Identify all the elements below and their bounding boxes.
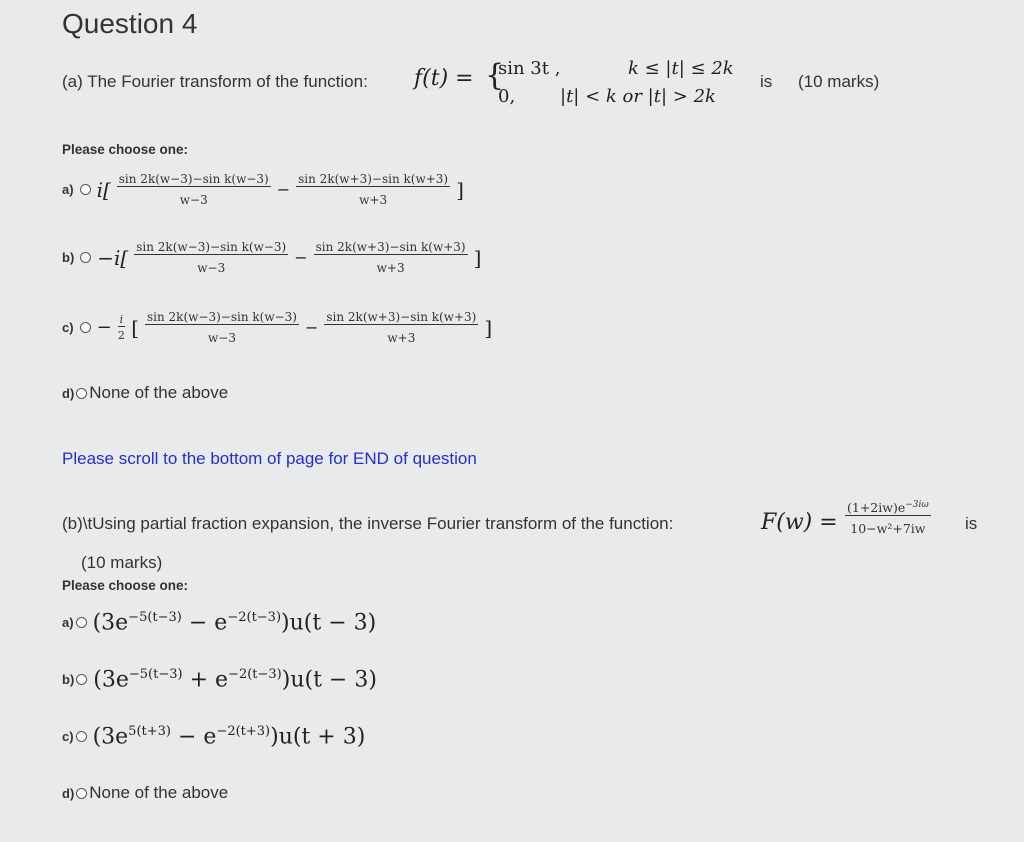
part-a-function-lhs: f(t) = bbox=[414, 66, 474, 91]
radio-button[interactable] bbox=[76, 731, 87, 742]
coefficient-fraction: $\frac{i}{2}$ bbox=[117, 313, 125, 342]
part-b-marks: (10 marks) bbox=[81, 553, 163, 572]
radio-button[interactable] bbox=[80, 322, 91, 333]
fraction-1: $\frac{\text{sin 2k(w−3)−sin k(w−3)}}{w-3}$ bbox=[136, 240, 287, 275]
option-expression: $(3e^{5(t+3)} - e^{-2(t+3)})u(t + 3)$ bbox=[92, 724, 366, 750]
fraction-2: $\frac{\text{sin 2k(w+3)−sin k(w+3)}}{w+3}$ bbox=[298, 172, 449, 207]
case1-condition: k ≤ |t| ≤ 2k bbox=[628, 58, 734, 79]
part-a-option-c[interactable]: c) − $\frac{i}{2}$ [ $\frac{\text{sin 2k(w−3)−sin k(w−3)}}{w-3}$ − $\frac{\text{sin 2k(w+3)−sin k(w+3)}}{w+3}$ ] bbox=[62, 310, 493, 345]
part-b-function-lhs: F(w) = bbox=[761, 510, 838, 535]
case2-condition: |t| < k or |t| > 2k bbox=[560, 86, 716, 107]
part-b-option-c[interactable] bbox=[62, 724, 365, 749]
part-b-option-d[interactable] bbox=[62, 783, 228, 803]
option-label: c) bbox=[62, 320, 74, 335]
part-b-option-a[interactable] bbox=[62, 610, 376, 635]
option-label: b) bbox=[62, 250, 75, 265]
option-label: d) bbox=[62, 785, 75, 801]
option-label: b) bbox=[62, 672, 75, 688]
part-a-option-a[interactable]: a) i[ $\frac{\text{sin 2k(w−3)−sin k(w−3)}}{w-3}$ − $\frac{\text{sin 2k(w+3)−sin k(w+3)}}{w+3}$ ] bbox=[62, 172, 464, 207]
option-label: c) bbox=[62, 729, 74, 745]
option-prefix: − bbox=[96, 317, 112, 338]
radio-button[interactable] bbox=[76, 388, 87, 399]
part-b-function-fraction: $\frac{(1+2iw)e^{-3i\omega}}{\text{10−w²+7iw}}$ bbox=[847, 500, 929, 537]
part-b-option-b[interactable] bbox=[62, 667, 377, 692]
part-a-option-b[interactable]: b) −i[ $\frac{\text{sin 2k(w−3)−sin k(w−3)}}{w-3}$ − $\frac{\text{sin 2k(w+3)−sin k(w+3)}}{w+3}$ ] bbox=[62, 240, 482, 275]
scroll-note: Please scroll to the bottom of page for END of question bbox=[62, 449, 477, 468]
radio-button[interactable] bbox=[76, 674, 87, 685]
option-text: None of the above bbox=[89, 383, 229, 402]
fraction-2: $\frac{\text{sin 2k(w+3)−sin k(w+3)}}{w+3}$ bbox=[315, 240, 466, 275]
part-b-choose-label: Please choose one: bbox=[62, 578, 189, 593]
fraction-1: $\frac{\text{sin 2k(w−3)−sin k(w−3)}}{w-3}$ bbox=[147, 310, 297, 345]
part-a-prefix: (a) The Fourier transform of the function: bbox=[62, 72, 368, 91]
option-expression: $(3e^{-5(t-3)} - e^{-2(t-3)})u(t - 3)$ bbox=[92, 610, 377, 636]
part-b-prefix: (b)\tUsing partial fraction expansion, the inverse Fourier transform of the function: bbox=[62, 514, 674, 533]
fraction-1: $\frac{\text{sin 2k(w−3)−sin k(w−3)}}{w-3}$ bbox=[118, 172, 269, 207]
radio-button[interactable] bbox=[76, 617, 87, 628]
option-prefix: −i[ bbox=[97, 245, 129, 270]
option-text: None of the above bbox=[89, 783, 229, 802]
part-a-is: is bbox=[760, 72, 773, 91]
part-a-option-d[interactable] bbox=[62, 383, 228, 403]
radio-button[interactable] bbox=[76, 788, 87, 799]
option-label: d) bbox=[62, 385, 75, 401]
option-expression: $(3e^{-5(t-3)} + e^{-2(t-3)})u(t - 3)$ bbox=[93, 667, 377, 693]
radio-button[interactable] bbox=[80, 252, 91, 263]
fraction-2: $\frac{\text{sin 2k(w+3)−sin k(w+3)}}{w+3}$ bbox=[326, 310, 477, 345]
option-prefix: i[ bbox=[96, 177, 111, 202]
question-title: Question 4 bbox=[62, 8, 198, 39]
part-b-is: is bbox=[965, 514, 978, 533]
piecewise-brace: { bbox=[485, 58, 505, 93]
radio-button[interactable] bbox=[80, 184, 91, 195]
option-label: a) bbox=[62, 615, 74, 631]
case2-expression: 0, bbox=[498, 86, 516, 107]
part-a-choose-label: Please choose one: bbox=[62, 142, 189, 157]
option-label: a) bbox=[62, 182, 74, 197]
part-a-marks: (10 marks) bbox=[798, 72, 880, 91]
case1-expression: sin 3t , bbox=[498, 58, 561, 79]
